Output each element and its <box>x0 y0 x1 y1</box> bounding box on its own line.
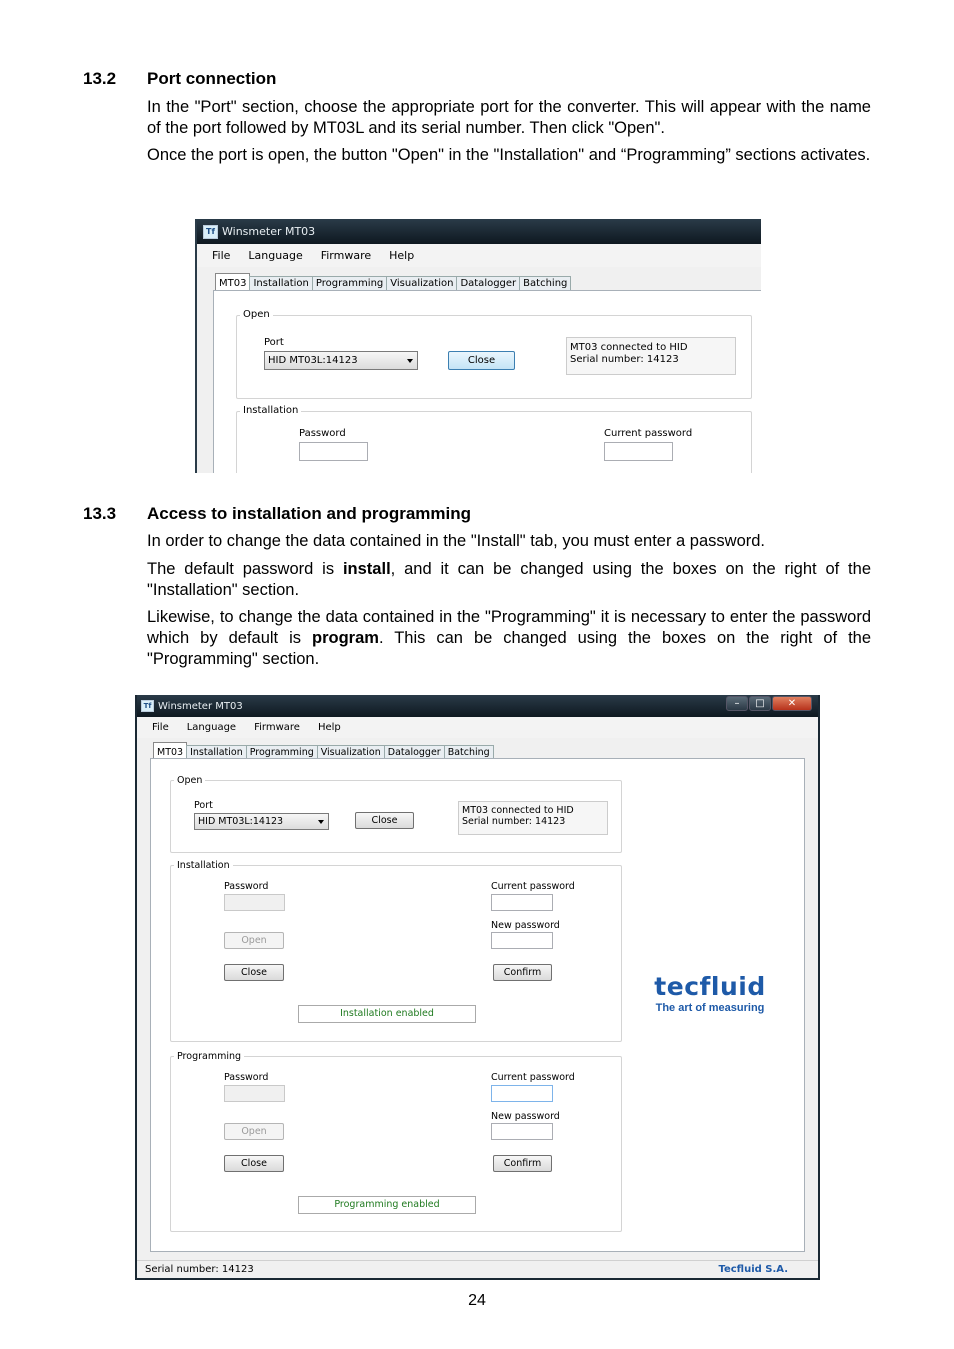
section-number: 13.2 <box>83 69 117 88</box>
window-controls <box>725 696 812 711</box>
section-title: Port connection <box>147 69 277 88</box>
tab-mt03[interactable]: MT03 <box>215 273 250 290</box>
password-input[interactable] <box>299 442 368 461</box>
password-label: Password <box>224 1072 269 1083</box>
tab-strip <box>153 740 493 759</box>
status-line-serial: Serial number: 14123 <box>570 354 679 365</box>
tab-mt03[interactable]: MT03 <box>153 742 187 759</box>
port-label: Port <box>194 800 213 811</box>
close-button[interactable]: Close <box>448 351 515 370</box>
programming-confirm-button[interactable]: Confirm <box>493 1155 552 1172</box>
section-number: 13.3 <box>83 504 117 523</box>
window-titlebar <box>197 219 761 244</box>
programming-group-label: Programming <box>174 1051 244 1062</box>
installation-open-button[interactable]: Open <box>224 932 284 949</box>
brand-tagline: The art of measuring <box>655 1002 765 1014</box>
tecfluid-logo <box>629 974 791 1014</box>
port-label: Port <box>264 337 284 348</box>
window-title: Winsmeter MT03 <box>158 700 243 712</box>
tab-programming[interactable]: Programming <box>246 745 318 759</box>
open-group-label: Open <box>174 775 205 786</box>
port-dropdown[interactable] <box>264 351 418 370</box>
status-bar <box>137 1260 818 1278</box>
menu-language[interactable]: Language <box>248 249 303 262</box>
paragraph: In the "Port" section, choose the appropriate port for the converter. This will appear with the name of the port followed by MT03L and its serial number. Then click "Open". <box>147 98 871 137</box>
tab-installation[interactable]: Installation <box>186 745 247 759</box>
text: Likewise, to change the data contained in the "Programming" it is necessary to enter the password which by default is <box>147 608 871 647</box>
installation-new-password-input[interactable] <box>491 932 553 949</box>
bold-password-program: program <box>312 629 379 647</box>
screenshot-access-passwords <box>135 695 820 1280</box>
text: . This can be changed using the boxes on the right of the "Programming" section. <box>147 629 872 668</box>
tab-strip <box>215 269 570 290</box>
paragraph: Once the port is open, the button "Open" in the "Installation" and “Programming” sections activates. <box>147 146 871 164</box>
chevron-down-icon <box>318 820 324 824</box>
menu-bar <box>137 717 818 738</box>
window-title: Winsmeter MT03 <box>222 225 316 238</box>
minimize-icon[interactable]: – <box>726 696 748 711</box>
menu-file[interactable]: File <box>212 249 231 262</box>
section-heading-13-3 <box>83 504 471 524</box>
chevron-down-icon <box>407 359 413 363</box>
status-line-connected: MT03 connected to HID <box>462 805 574 816</box>
window-titlebar <box>137 695 818 717</box>
app-icon: Tf <box>141 700 154 712</box>
installation-group-label: Installation <box>174 860 233 871</box>
section-title: Access to installation and programming <box>147 504 472 523</box>
tab-datalogger[interactable]: Datalogger <box>384 745 445 759</box>
tab-installation[interactable]: Installation <box>249 276 312 290</box>
statusbar-company: Tecfluid S.A. <box>718 1264 788 1275</box>
programming-enabled-status: Programming enabled <box>298 1196 476 1214</box>
menu-bar <box>197 244 761 267</box>
installation-confirm-button[interactable]: Confirm <box>493 964 552 981</box>
new-password-label: New password <box>491 920 560 931</box>
tab-visualization[interactable]: Visualization <box>317 745 385 759</box>
current-password-label: Current password <box>491 1072 575 1083</box>
statusbar-serial: Serial number: 14123 <box>145 1264 254 1275</box>
screenshot-port-connection <box>195 219 761 473</box>
maximize-icon[interactable]: □ <box>749 696 771 711</box>
connection-status <box>458 801 608 835</box>
connection-status <box>566 337 736 375</box>
tab-panel <box>150 758 805 1252</box>
installation-enabled-status: Installation enabled <box>298 1005 476 1023</box>
bold-password-install: install <box>342 560 391 578</box>
programming-close-button[interactable]: Close <box>224 1155 284 1172</box>
text: , and it can be changed using the boxes on the right of the "Installation" section. <box>147 560 871 599</box>
menu-firmware[interactable]: Firmware <box>320 249 372 262</box>
programming-password-input[interactable] <box>224 1085 285 1102</box>
menu-firmware[interactable]: Firmware <box>254 722 300 733</box>
tab-programming[interactable]: Programming <box>312 276 387 290</box>
port-value: HID MT03L:14123 <box>198 816 284 827</box>
paragraph <box>147 607 871 670</box>
port-value: HID MT03L:14123 <box>268 355 358 366</box>
section-heading-13-2 <box>83 69 276 89</box>
installation-current-password-input[interactable] <box>491 894 553 911</box>
tab-panel <box>213 290 761 473</box>
menu-language[interactable]: Language <box>186 722 237 733</box>
installation-close-button[interactable]: Close <box>224 964 284 981</box>
programming-open-button[interactable]: Open <box>224 1123 284 1140</box>
page-number: 24 <box>468 1292 486 1309</box>
tab-datalogger[interactable]: Datalogger <box>456 276 520 290</box>
text: The default password is <box>147 560 343 578</box>
current-password-input[interactable] <box>604 442 673 461</box>
password-label: Password <box>299 428 346 439</box>
programming-new-password-input[interactable] <box>491 1123 553 1140</box>
app-icon: Tf <box>203 225 218 239</box>
new-password-label: New password <box>491 1111 560 1122</box>
brand-name: tecfluid <box>654 972 766 1001</box>
programming-current-password-input[interactable] <box>491 1085 553 1102</box>
tab-batching[interactable]: Batching <box>444 745 494 759</box>
current-password-label: Current password <box>604 428 693 439</box>
paragraph <box>147 559 871 601</box>
close-icon[interactable]: ✕ <box>772 696 812 711</box>
installation-password-input[interactable] <box>224 894 285 911</box>
paragraph: In order to change the data contained in the "Install" tab, you must enter a password. <box>147 532 766 550</box>
menu-help[interactable]: Help <box>317 722 341 733</box>
installation-group-label: Installation <box>240 405 301 416</box>
tab-batching[interactable]: Batching <box>519 276 571 290</box>
status-line-connected: MT03 connected to HID <box>570 342 688 353</box>
open-group-label: Open <box>240 309 273 320</box>
current-password-label: Current password <box>491 881 575 892</box>
tab-visualization[interactable]: Visualization <box>386 276 457 290</box>
menu-file[interactable]: File <box>152 722 169 733</box>
port-dropdown[interactable] <box>194 813 329 830</box>
close-button[interactable]: Close <box>355 812 414 829</box>
password-label: Password <box>224 881 269 892</box>
menu-help[interactable]: Help <box>389 249 415 262</box>
status-line-serial: Serial number: 14123 <box>462 816 566 827</box>
